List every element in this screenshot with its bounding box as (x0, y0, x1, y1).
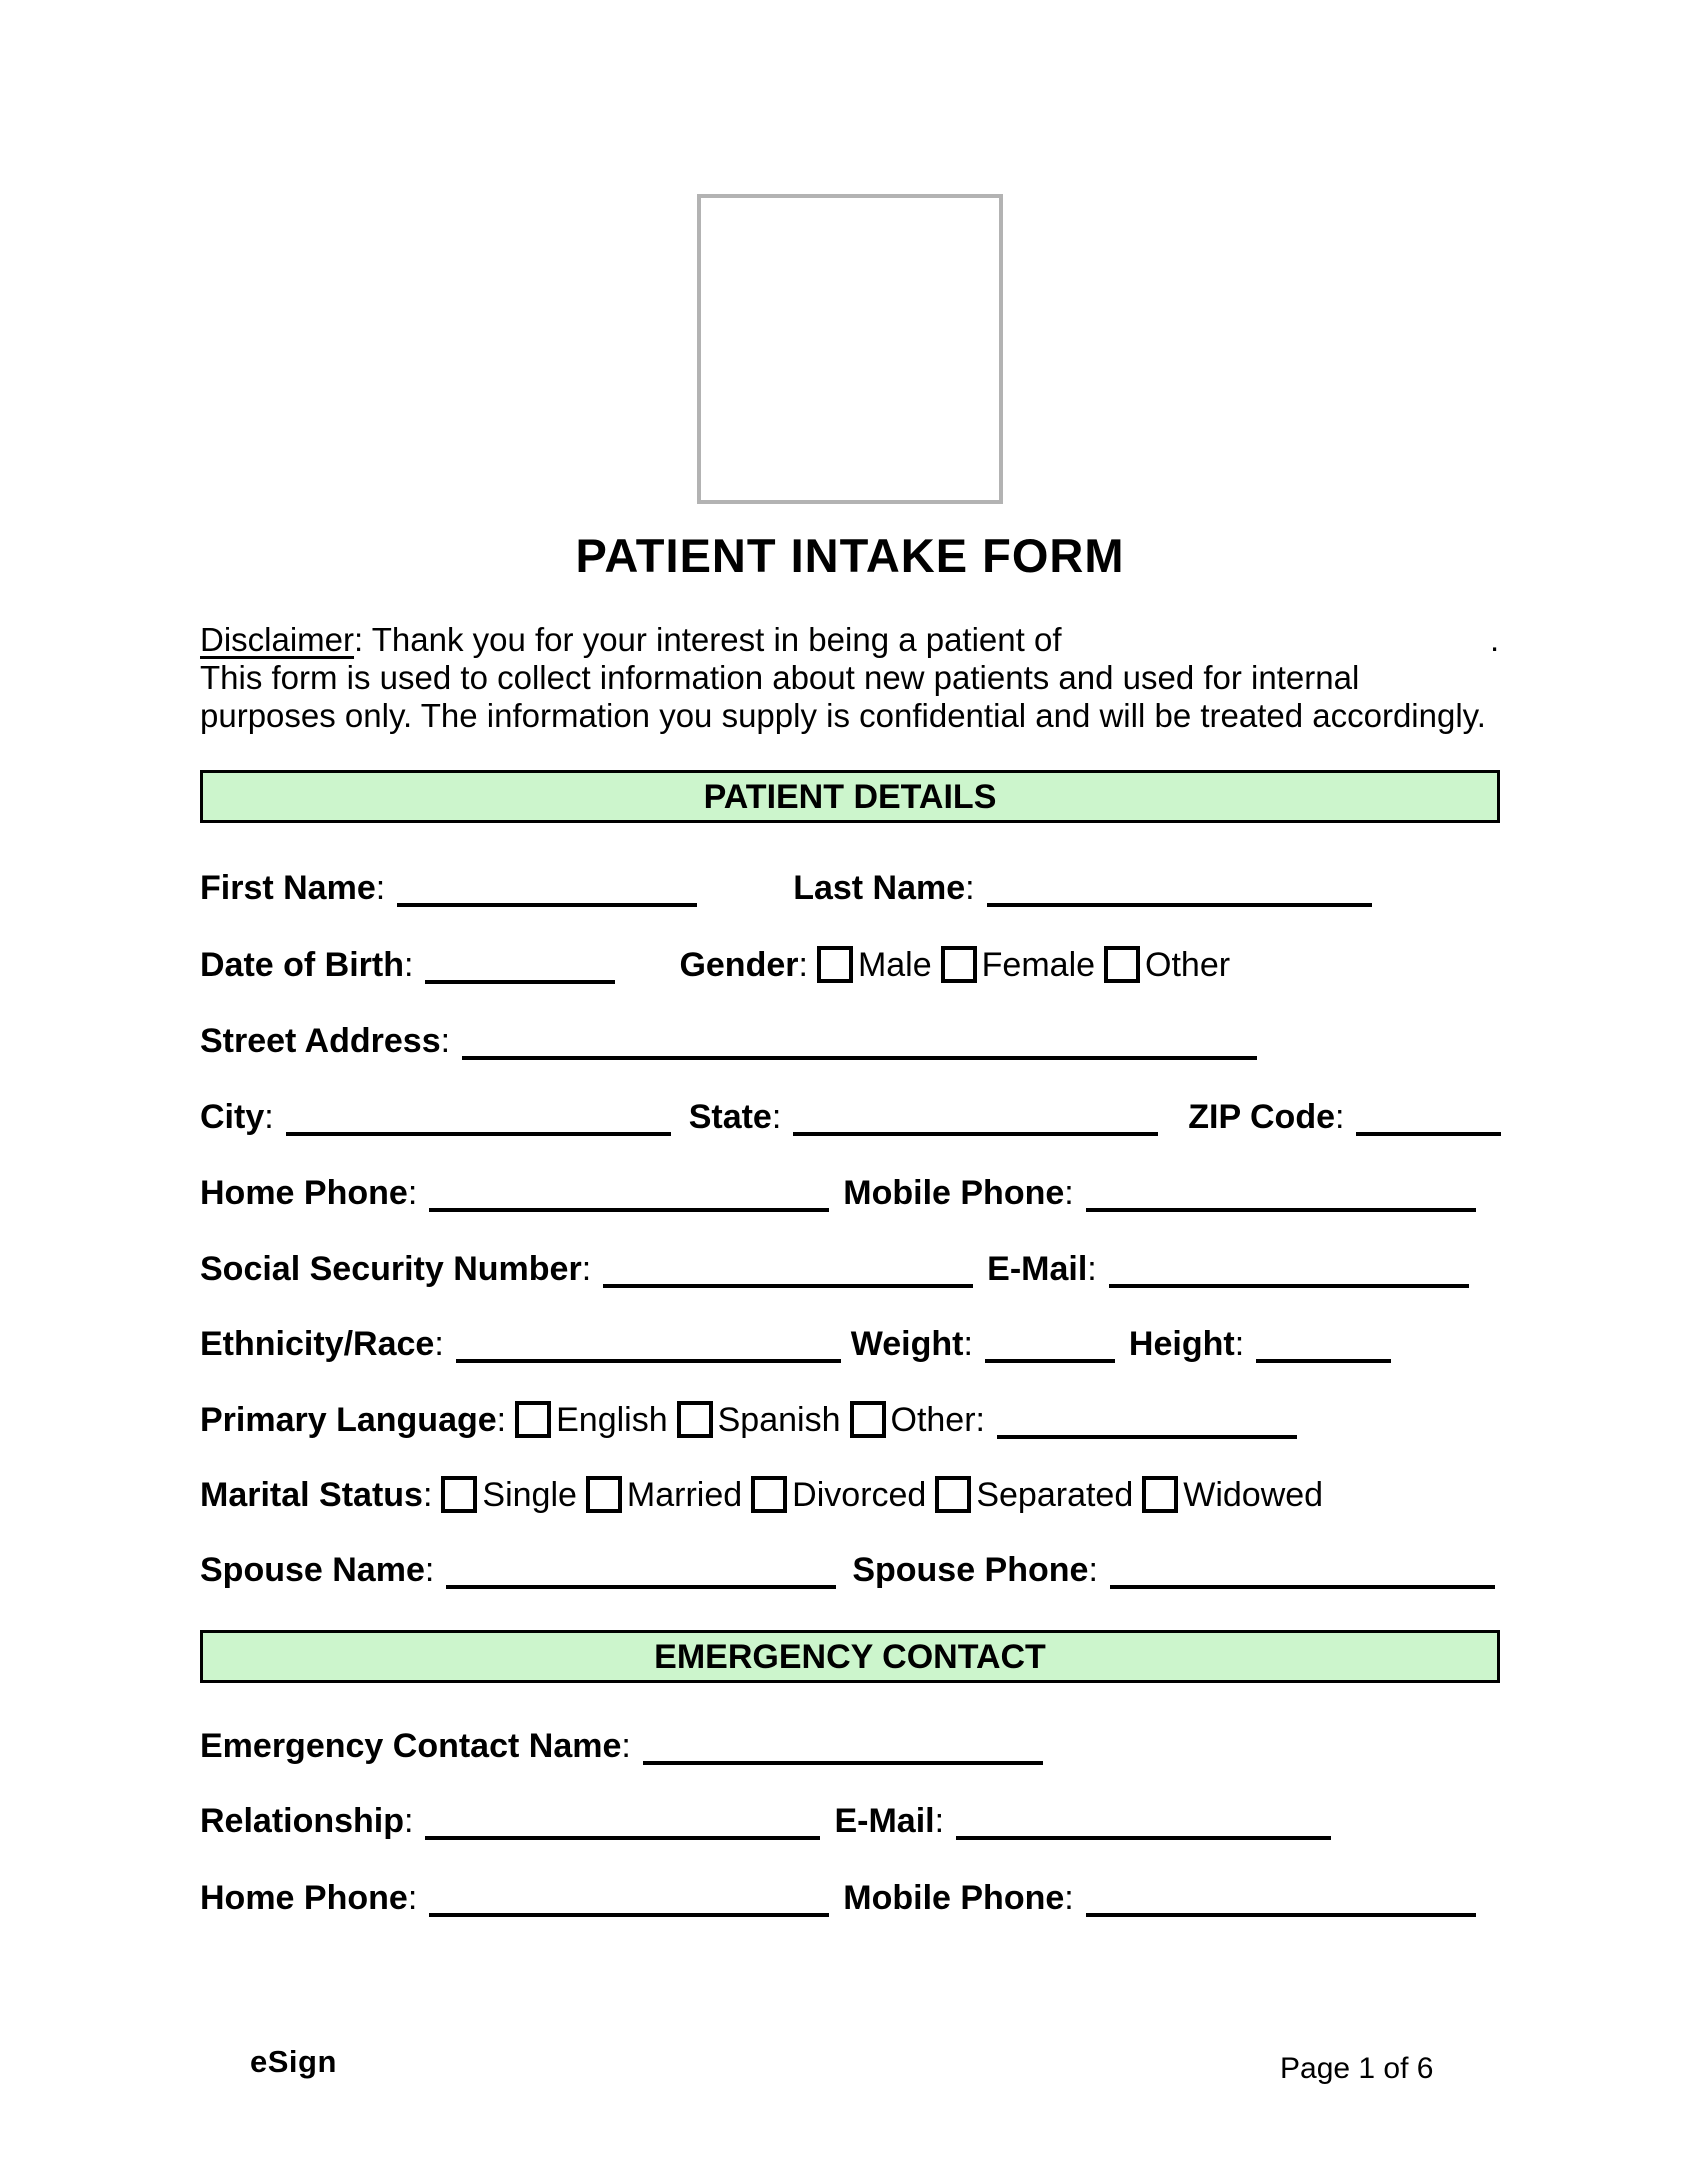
email-label: E-Mail (987, 1250, 1088, 1288)
colon: : (771, 1098, 782, 1136)
ethnicity-label: Ethnicity/Race (200, 1325, 435, 1363)
disclaimer-trailing-period: . (1490, 621, 1500, 658)
city-label: City (200, 1098, 265, 1136)
spouse-name-line[interactable] (446, 1583, 836, 1589)
ssn-label: Social Security Number (200, 1250, 582, 1288)
street-address-line[interactable] (462, 1054, 1257, 1060)
checkbox-marital-widowed[interactable] (1142, 1476, 1178, 1513)
gender-option-female: Female (981, 946, 1096, 984)
state-label: State (688, 1098, 772, 1136)
last-name-label: Last Name (793, 869, 966, 907)
section-title: PATIENT DETAILS (703, 778, 997, 816)
emergency-mobile-phone-line[interactable] (1086, 1911, 1476, 1917)
relationship-line[interactable] (425, 1834, 820, 1840)
street-address-label: Street Address (200, 1022, 441, 1060)
row-emergency-phones (200, 1879, 1476, 1917)
gender-option-male: Male (857, 946, 932, 984)
ethnicity-line[interactable] (456, 1357, 841, 1363)
email-line[interactable] (1109, 1282, 1469, 1288)
row-primary-language (200, 1401, 1297, 1439)
row-ssn-email (200, 1250, 1469, 1288)
height-label: Height (1128, 1325, 1235, 1363)
relationship-label: Relationship (200, 1802, 405, 1840)
page-title: PATIENT INTAKE FORM (575, 529, 1125, 582)
language-option-english: English (556, 1401, 668, 1439)
section-title: EMERGENCY CONTACT (654, 1638, 1046, 1676)
colon: : (1234, 1325, 1245, 1363)
section-header-emergency-contact (200, 1630, 1500, 1683)
language-other-line[interactable] (997, 1433, 1297, 1439)
first-name-line[interactable] (397, 901, 697, 907)
colon: : (1088, 1551, 1098, 1589)
emergency-email-label: E-Mail (834, 1802, 935, 1840)
emergency-mobile-phone-label: Mobile Phone (843, 1879, 1065, 1917)
colon: : (1064, 1174, 1074, 1212)
home-phone-label: Home Phone (200, 1174, 408, 1212)
checkbox-gender-other[interactable] (1104, 946, 1140, 983)
checkbox-marital-married[interactable] (586, 1476, 622, 1513)
checkbox-gender-male[interactable] (817, 946, 853, 983)
colon: : (407, 1879, 418, 1917)
colon: : (975, 1401, 985, 1439)
disclaimer-line-3: purposes only. The information you supply is confidential and will be treated accordingly. (200, 697, 1486, 734)
weight-label: Weight (850, 1325, 964, 1363)
primary-language-label: Primary Language (200, 1401, 497, 1439)
checkbox-marital-single[interactable] (441, 1476, 477, 1513)
checkbox-marital-separated[interactable] (935, 1476, 971, 1513)
colon: : (404, 946, 414, 984)
colon: : (934, 1802, 945, 1840)
last-name-line[interactable] (987, 901, 1372, 907)
colon: : (404, 1802, 414, 1840)
page-number: Page 1 of 6 (1280, 2052, 1434, 2085)
disclaimer (200, 621, 1506, 735)
checkbox-language-other[interactable] (850, 1401, 886, 1438)
marital-option-divorced: Divorced (792, 1476, 927, 1514)
mobile-phone-line[interactable] (1086, 1206, 1476, 1212)
date-of-birth-line[interactable] (425, 978, 615, 984)
esign-logo: eSign (250, 2044, 337, 2079)
colon: : (375, 869, 386, 907)
spouse-phone-line[interactable] (1110, 1583, 1495, 1589)
emergency-email-line[interactable] (956, 1834, 1331, 1840)
language-option-other: Other (890, 1401, 976, 1439)
colon: : (1087, 1250, 1097, 1288)
disclaimer-line-1 (200, 621, 1506, 659)
emergency-contact-name-line[interactable] (643, 1759, 1043, 1765)
colon: : (440, 1022, 451, 1060)
colon: : (422, 1476, 433, 1514)
row-ethnicity-weight-height (200, 1325, 1391, 1363)
mobile-phone-label: Mobile Phone (843, 1174, 1065, 1212)
checkbox-marital-divorced[interactable] (751, 1476, 787, 1513)
marital-option-widowed: Widowed (1183, 1476, 1324, 1514)
row-city-state-zip (200, 1098, 1501, 1136)
row-relationship-email (200, 1802, 1331, 1840)
checkbox-language-spanish[interactable] (677, 1401, 713, 1438)
state-line[interactable] (793, 1130, 1158, 1136)
ssn-line[interactable] (603, 1282, 973, 1288)
zip-code-label: ZIP Code (1188, 1098, 1336, 1136)
colon: : (963, 1325, 973, 1363)
row-emergency-name (200, 1727, 1043, 1765)
marital-option-single: Single (482, 1476, 577, 1514)
colon: : (581, 1250, 592, 1288)
colon: : (798, 946, 808, 984)
row-name (200, 869, 1372, 907)
colon: : (965, 869, 975, 907)
city-line[interactable] (286, 1130, 671, 1136)
disclaimer-line-2: This form is used to collect information about new patients and used for internal (200, 659, 1360, 696)
emergency-home-phone-label: Home Phone (200, 1879, 408, 1917)
disclaimer-label: Disclaimer (200, 621, 355, 658)
date-of-birth-label: Date of Birth (200, 946, 404, 984)
row-dob-gender (200, 946, 1230, 984)
zip-code-line[interactable] (1356, 1130, 1501, 1136)
row-spouse (200, 1551, 1495, 1589)
height-line[interactable] (1256, 1357, 1391, 1363)
colon: : (434, 1325, 444, 1363)
emergency-home-phone-line[interactable] (429, 1911, 829, 1917)
checkbox-gender-female[interactable] (941, 946, 977, 983)
colon: : (621, 1727, 631, 1765)
colon: : (1335, 1098, 1345, 1136)
colon: : (424, 1551, 435, 1589)
marital-status-label: Marital Status (200, 1476, 423, 1514)
logo-placeholder-box (697, 194, 1003, 504)
marital-option-separated: Separated (976, 1476, 1134, 1514)
home-phone-line[interactable] (429, 1206, 829, 1212)
emergency-contact-name-label: Emergency Contact Name (200, 1727, 622, 1765)
first-name-label: First Name (200, 869, 376, 907)
disclaimer-text-1: : Thank you for your interest in being a patient of (354, 621, 1062, 658)
spouse-phone-label: Spouse Phone (852, 1551, 1089, 1589)
colon: : (407, 1174, 418, 1212)
section-header-patient-details (200, 770, 1500, 823)
marital-option-married: Married (626, 1476, 743, 1514)
colon: : (1064, 1879, 1074, 1917)
row-phones (200, 1174, 1476, 1212)
colon: : (264, 1098, 274, 1136)
row-street-address (200, 1022, 1257, 1060)
weight-line[interactable] (985, 1357, 1115, 1363)
language-option-spanish: Spanish (717, 1401, 841, 1439)
gender-label: Gender (679, 946, 799, 984)
colon: : (496, 1401, 507, 1439)
checkbox-language-english[interactable] (515, 1401, 551, 1438)
gender-option-other: Other (1145, 946, 1231, 984)
row-marital-status (200, 1476, 1323, 1514)
spouse-name-label: Spouse Name (200, 1551, 425, 1589)
